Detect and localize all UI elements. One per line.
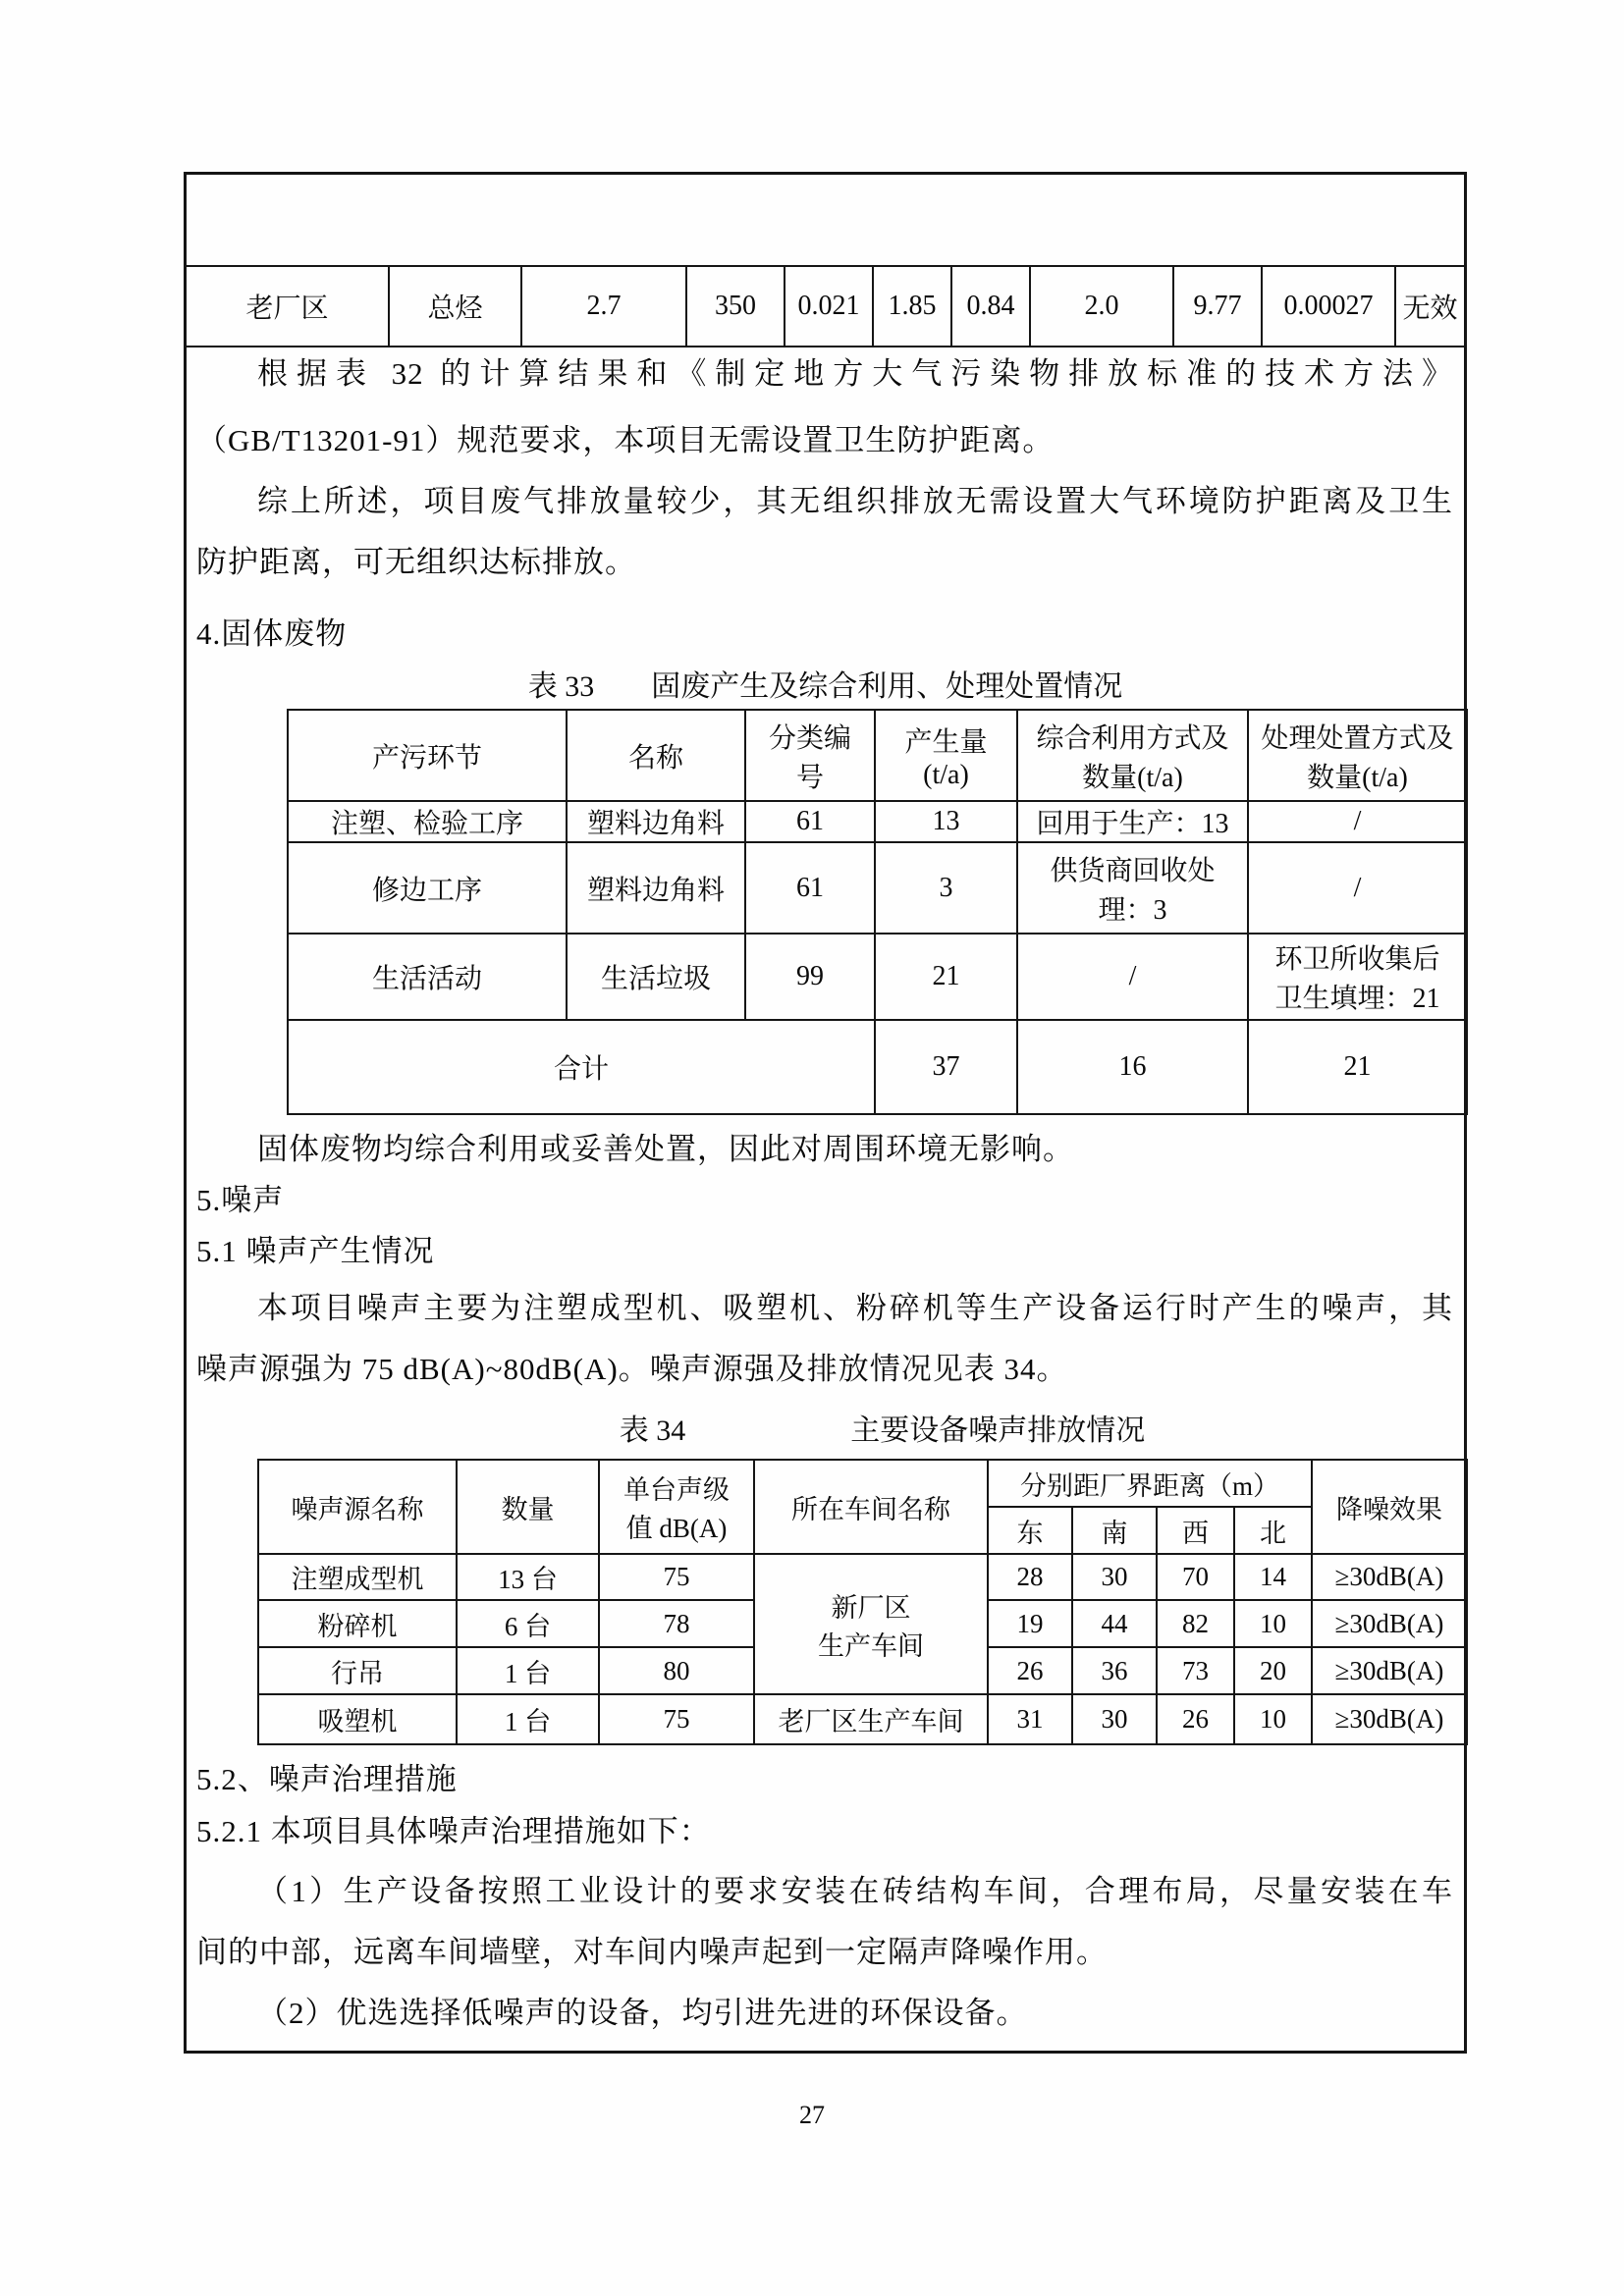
table33-cell-amount: 3	[875, 842, 1017, 934]
table33-row-injection	[288, 801, 1467, 842]
continued-cell-value-1: 2.7	[520, 267, 685, 346]
table34-cell-south: 44	[1072, 1600, 1157, 1647]
table33-row-total	[288, 1020, 1467, 1114]
table33-header-code	[745, 710, 875, 801]
page-number: 27	[799, 2101, 825, 2129]
table33-header-code-line2: 号	[795, 762, 824, 793]
table33-row-trimming	[288, 842, 1467, 934]
table34-cell-level: 78	[599, 1600, 754, 1647]
table33-cell-reuse-line1: 供货商回收处	[1050, 855, 1216, 886]
table33-cell-stage: 修边工序	[288, 842, 567, 934]
paragraph-solid-waste-note: 固体废物均综合利用或妥善处置，因此对周围环境无影响。	[257, 1132, 1074, 1166]
table34-header-effect: 降噪效果	[1312, 1460, 1467, 1554]
table33-title-text: 固废产生及综合利用、处理处置情况	[651, 670, 1123, 703]
table34	[257, 1459, 1468, 1745]
table34-cell-east: 28	[988, 1554, 1072, 1600]
table33-cell-disposal: /	[1248, 801, 1467, 842]
table33-cell-stage: 注塑、检验工序	[288, 801, 567, 842]
continued-cell-result: 无效	[1394, 267, 1464, 346]
table34-cell-north: 20	[1234, 1647, 1312, 1694]
table34-cell-west: 73	[1157, 1647, 1234, 1694]
table34-cell-north: 14	[1234, 1554, 1312, 1600]
table33-title	[184, 669, 1467, 705]
continued-cell-value-7: 9.77	[1172, 267, 1261, 346]
table33-header-code-line1: 分类编	[768, 722, 851, 754]
table34-header-source: 噪声源名称	[258, 1460, 457, 1554]
paragraph-gb-line2: （GB/T13201-91）规范要求，本项目无需设置卫生防护距离。	[196, 423, 1055, 457]
table33-cell-disposal-line1: 环卫所收集后	[1274, 944, 1440, 975]
table34-header-row1	[258, 1460, 1467, 1507]
table34-cell-count: 6 台	[457, 1600, 599, 1647]
table34-cell-east: 26	[988, 1647, 1072, 1694]
table34-header-north: 北	[1234, 1507, 1312, 1554]
paragraph-noise-intro-line2: 噪声源强为 75 dB(A)~80dB(A)。噪声源强及排放情况见表 34。	[196, 1352, 1068, 1386]
table33-row-living	[288, 934, 1467, 1020]
heading-noise: 5.噪声	[196, 1183, 285, 1217]
table34-header-distance: 分别距厂界距离（m）	[988, 1460, 1312, 1507]
continued-cell-value-3: 0.021	[784, 267, 872, 346]
table34-header-level-line2: 值 dB(A)	[625, 1514, 728, 1543]
table34-cell-source: 吸塑机	[258, 1694, 457, 1744]
table33-title-label: 表 33	[527, 670, 595, 703]
table34-cell-workshop-new	[754, 1554, 988, 1694]
heading-solid-waste: 4.固体废物	[196, 616, 348, 651]
table34-cell-source: 行吊	[258, 1647, 457, 1694]
table33-header-disposal-line1: 处理处置方式及	[1261, 722, 1454, 754]
table34-title-text: 主要设备噪声排放情况	[850, 1415, 1146, 1447]
paragraph-summary-line1: 综上所述，项目废气排放量较少，其无组织排放无需设置大气环境防护距离及卫生	[257, 484, 1453, 518]
continued-cell-value-8: 0.00027	[1261, 267, 1394, 346]
table34-cell-source: 注塑成型机	[258, 1554, 457, 1600]
table34-cell-level: 80	[599, 1647, 754, 1694]
table33-header-amount-line2: (t/a)	[923, 759, 969, 790]
table34-cell-source: 粉碎机	[258, 1600, 457, 1647]
table34-header-east: 东	[988, 1507, 1072, 1554]
table34-cell-west: 26	[1157, 1694, 1234, 1744]
table33-header-disposal-line2: 数量(t/a)	[1307, 762, 1408, 793]
table33-cell-code: 61	[745, 842, 875, 934]
table34-header-west: 西	[1157, 1507, 1234, 1554]
table34-cell-effect: ≥30dB(A)	[1312, 1554, 1467, 1600]
heading-noise-control: 5.2、噪声治理措施	[196, 1762, 458, 1796]
continued-table-row	[187, 265, 1464, 347]
table33-header-stage: 产污环节	[288, 710, 567, 801]
table33-cell-disposal-line2: 卫生填埋：21	[1274, 984, 1440, 1014]
table33-total-label: 合计	[288, 1020, 875, 1114]
heading-noise-generation: 5.1 噪声产生情况	[196, 1234, 435, 1268]
table34-header-level-line1: 单台声级	[623, 1475, 730, 1505]
table33-cell-name: 塑料边角料	[567, 801, 745, 842]
table33-cell-name: 塑料边角料	[567, 842, 745, 934]
table34-header-level	[599, 1460, 754, 1554]
table33-header-reuse	[1017, 710, 1248, 801]
table33-header-amount	[875, 710, 1017, 801]
table34-cell-level: 75	[599, 1554, 754, 1600]
continued-cell-area: 老厂区	[245, 294, 329, 324]
continued-cell-value-2: 350	[685, 267, 784, 346]
table34-title-label: 表 34	[619, 1415, 686, 1447]
table33-cell-amount: 21	[875, 934, 1017, 1020]
table34-cell-effect: ≥30dB(A)	[1312, 1694, 1467, 1744]
table34-cell-level: 75	[599, 1694, 754, 1744]
table34-cell-count: 1 台	[457, 1694, 599, 1744]
table34-cell-south: 30	[1072, 1554, 1157, 1600]
paragraph-measure1-line1: （1）生产设备按照工业设计的要求安装在砖结构车间，合理布局，尽量安装在车	[257, 1874, 1453, 1908]
table33-header-row	[288, 710, 1467, 801]
continued-cell-pollutant: 总烃	[388, 267, 520, 346]
paragraph-measure2: （2）优选选择低噪声的设备，均引进先进的环保设备。	[257, 1996, 1028, 2030]
table34-workshop-new-line1: 新厂区	[831, 1592, 911, 1623]
table34-cell-north: 10	[1234, 1694, 1312, 1744]
table33-cell-reuse: /	[1017, 934, 1248, 1020]
table33-cell-reuse-line2: 理：3	[1098, 894, 1167, 926]
table34-cell-north: 10	[1234, 1600, 1312, 1647]
table33-cell-disposal: /	[1248, 842, 1467, 934]
table34-workshop-new-line2: 生产车间	[818, 1630, 924, 1661]
table33-cell-code: 61	[745, 801, 875, 842]
table33-header-disposal	[1248, 710, 1467, 801]
table34-cell-count: 13 台	[457, 1554, 599, 1600]
table34-cell-workshop-old: 老厂区生产车间	[754, 1694, 988, 1744]
continued-cell-value-6: 2.0	[1029, 267, 1172, 346]
table33-cell-amount: 13	[875, 801, 1017, 842]
table33-cell-name: 生活垃圾	[567, 934, 745, 1020]
table33-total-disposal: 21	[1248, 1020, 1467, 1114]
table34-title	[241, 1414, 1524, 1449]
continued-cell-value-5: 0.84	[950, 267, 1029, 346]
table34-cell-south: 30	[1072, 1694, 1157, 1744]
continued-cell-value-4: 1.85	[872, 267, 950, 346]
table33-header-name: 名称	[567, 710, 745, 801]
table33-cell-reuse	[1017, 842, 1248, 934]
paragraph-measure1-line2: 间的中部，远离车间墙壁，对车间内噪声起到一定隔声降噪作用。	[196, 1935, 1108, 1969]
table34-cell-count: 1 台	[457, 1647, 599, 1694]
paragraph-gb-line1: 根据表 32 的计算结果和《制定地方大气污染物排放标准的技术方法》	[257, 356, 1453, 391]
paragraph-noise-intro-line1: 本项目噪声主要为注塑成型机、吸塑机、粉碎机等生产设备运行时产生的噪声，其	[257, 1291, 1453, 1325]
table33-cell-code: 99	[745, 934, 875, 1020]
table34-header-south: 南	[1072, 1507, 1157, 1554]
table34-header-workshop: 所在车间名称	[754, 1460, 988, 1554]
table34-cell-effect: ≥30dB(A)	[1312, 1647, 1467, 1694]
table34-row-blister-machine	[258, 1694, 1467, 1744]
table34-cell-east: 19	[988, 1600, 1072, 1647]
table34-cell-east: 31	[988, 1694, 1072, 1744]
paragraph-summary-line2: 防护距离，可无组织达标排放。	[196, 545, 636, 579]
table34-header-count: 数量	[457, 1460, 599, 1554]
table34-cell-west: 82	[1157, 1600, 1234, 1647]
table33-header-amount-line1: 产生量	[904, 726, 988, 758]
table33-total-reuse: 16	[1017, 1020, 1248, 1114]
table33-cell-reuse: 回用于生产：13	[1017, 801, 1248, 842]
table33-header-reuse-line2: 数量(t/a)	[1082, 762, 1183, 793]
table33-cell-disposal	[1248, 934, 1467, 1020]
table34-cell-effect: ≥30dB(A)	[1312, 1600, 1467, 1647]
table34-row-injection-machine	[258, 1554, 1467, 1600]
table33-cell-stage: 生活活动	[288, 934, 567, 1020]
table34-cell-west: 70	[1157, 1554, 1234, 1600]
table34-cell-south: 36	[1072, 1647, 1157, 1694]
table33-header-reuse-line1: 综合利用方式及	[1036, 722, 1229, 754]
table33	[287, 709, 1468, 1115]
table33-total-amount: 37	[875, 1020, 1017, 1114]
heading-noise-control-detail: 5.2.1 本项目具体噪声治理措施如下：	[196, 1814, 711, 1848]
